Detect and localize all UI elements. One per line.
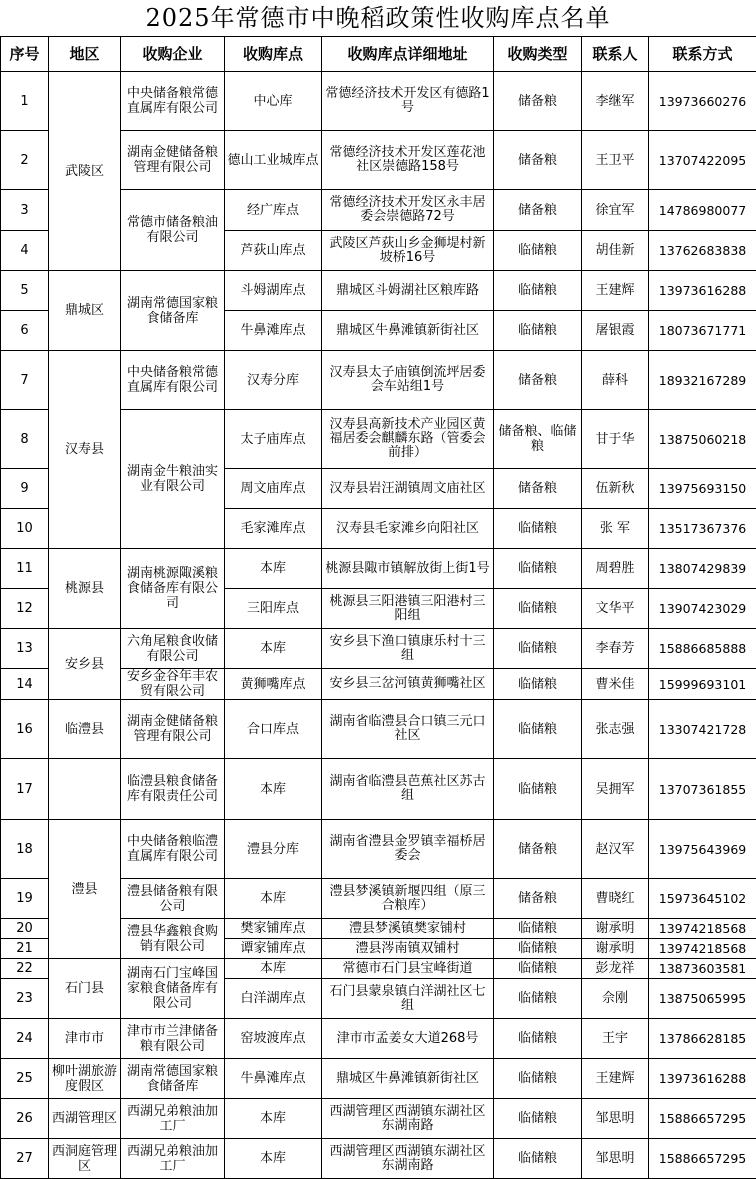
address-cell: 澧县梦溪镇新堰四组（原三合粮库）	[322, 879, 494, 919]
depot-cell: 谭家铺库点	[225, 939, 322, 959]
depot-cell: 芦荻山库点	[225, 231, 322, 271]
phone-cell: 13975693150	[649, 469, 756, 509]
depot-cell: 樊家铺库点	[225, 919, 322, 939]
phone-cell: 13875060218	[649, 410, 756, 469]
address-cell: 常德市石门县宝峰街道	[322, 959, 494, 979]
address-cell: 汉寿县毛家滩乡向阳社区	[322, 509, 494, 549]
contact-cell: 邹思明	[582, 1139, 649, 1179]
address-cell: 西湖管理区西湖镇东湖社区东湖南路	[322, 1139, 494, 1179]
depot-cell: 三阳库点	[225, 589, 322, 629]
depot-cell: 毛家滩库点	[225, 509, 322, 549]
header-region: 地区	[49, 37, 121, 72]
table-row	[1, 959, 756, 979]
region-cell: 西洞庭管理区	[49, 1139, 121, 1179]
company-cell: 湖南桃源陬溪粮食储备库有限公司	[121, 549, 225, 629]
row-number: 12	[1, 589, 49, 629]
contact-cell: 屠银霞	[582, 311, 649, 351]
contact-cell: 谢承明	[582, 939, 649, 959]
address-cell: 西湖管理区西湖镇东湖社区东湖南路	[322, 1099, 494, 1139]
depot-cell: 黄狮嘴库点	[225, 669, 322, 700]
address-cell: 澧县涔南镇双铺村	[322, 939, 494, 959]
contact-cell: 徐宜军	[582, 190, 649, 231]
contact-cell: 王卫平	[582, 131, 649, 190]
address-cell: 汉寿县岩汪湖镇周文庙社区	[322, 469, 494, 509]
header-address: 收购库点详细地址	[322, 37, 494, 72]
row-number: 19	[1, 879, 49, 919]
contact-cell: 周碧胜	[582, 549, 649, 589]
contact-cell: 王建辉	[582, 1059, 649, 1099]
phone-cell: 13786628185	[649, 1019, 756, 1059]
contact-cell: 谢承明	[582, 919, 649, 939]
depot-cell: 中心库	[225, 72, 322, 131]
depot-cell: 牛鼻滩库点	[225, 311, 322, 351]
row-number: 3	[1, 190, 49, 231]
company-cell: 湖南金健储备粮管理有限公司	[121, 131, 225, 190]
region-cell: 汉寿县	[49, 351, 121, 549]
table-row	[1, 820, 756, 879]
contact-cell: 王建辉	[582, 271, 649, 311]
contact-cell: 张志强	[582, 700, 649, 759]
company-cell: 湖南金健储备粮管理有限公司	[121, 700, 225, 759]
depot-cell: 太子庙库点	[225, 410, 322, 469]
contact-cell: 邹思明	[582, 1099, 649, 1139]
row-number: 9	[1, 469, 49, 509]
contact-cell: 吴拥军	[582, 759, 649, 820]
depot-cell: 本库	[225, 959, 322, 979]
address-cell: 常德经济技术开发区永丰居委会崇德路72号	[322, 190, 494, 231]
company-cell: 常德市储备粮油有限公司	[121, 190, 225, 271]
address-cell: 安乡县下渔口镇康乐村十三组	[322, 629, 494, 669]
header-depot: 收购库点	[225, 37, 322, 72]
address-cell: 桃源县陬市镇解放街上街1号	[322, 549, 494, 589]
row-number: 7	[1, 351, 49, 410]
company-cell: 六角尾粮食收储有限公司	[121, 629, 225, 669]
address-cell: 桃源县三阳港镇三阳港村三阳组	[322, 589, 494, 629]
type-cell: 临储粮	[494, 549, 582, 589]
table-row	[1, 1059, 756, 1099]
depot-cell: 汉寿分库	[225, 351, 322, 410]
region-cell: 桃源县	[49, 549, 121, 629]
table-row	[1, 629, 756, 669]
table-row	[1, 549, 756, 589]
row-number: 20	[1, 919, 49, 939]
phone-cell: 13873603581	[649, 959, 756, 979]
header-no: 序号	[1, 37, 49, 72]
contact-cell: 李春芳	[582, 629, 649, 669]
address-cell: 汉寿县太子庙镇倒流坪居委会车站组1号	[322, 351, 494, 410]
address-cell: 常德经济技术开发区有德路1号	[322, 72, 494, 131]
company-cell: 中央储备粮常德直属库有限公司	[121, 72, 225, 131]
phone-cell: 13973660276	[649, 72, 756, 131]
company-cell: 安乡金谷年丰农贸有限公司	[121, 669, 225, 700]
type-cell: 临储粮	[494, 1099, 582, 1139]
depot-cell: 窑坡渡库点	[225, 1019, 322, 1059]
row-number: 24	[1, 1019, 49, 1059]
company-cell: 临澧县粮食储备库有限责任公司	[121, 759, 225, 820]
phone-cell: 13974218568	[649, 939, 756, 959]
phone-cell: 18073671771	[649, 311, 756, 351]
type-cell: 临储粮	[494, 1139, 582, 1179]
contact-cell: 李继军	[582, 72, 649, 131]
address-cell: 澧县梦溪镇樊家铺村	[322, 919, 494, 939]
type-cell: 临储粮	[494, 231, 582, 271]
type-cell: 临储粮	[494, 979, 582, 1019]
region-cell: 澧县	[49, 820, 121, 959]
row-number: 10	[1, 509, 49, 549]
address-cell: 鼎城区牛鼻滩镇新街社区	[322, 1059, 494, 1099]
phone-cell: 13707422095	[649, 131, 756, 190]
row-number: 17	[1, 759, 49, 820]
contact-cell: 胡佳新	[582, 231, 649, 271]
phone-cell: 18932167289	[649, 351, 756, 410]
phone-cell: 15886657295	[649, 1139, 756, 1179]
phone-cell: 13517367376	[649, 509, 756, 549]
depot-cell: 澧县分库	[225, 820, 322, 879]
company-cell: 湖南常德国家粮食储备库	[121, 1059, 225, 1099]
row-number: 14	[1, 669, 49, 700]
type-cell: 临储粮	[494, 271, 582, 311]
type-cell: 储备粮	[494, 469, 582, 509]
depot-cell: 本库	[225, 1139, 322, 1179]
header-row	[1, 37, 756, 72]
row-number: 18	[1, 820, 49, 879]
row-number: 8	[1, 410, 49, 469]
table-row	[1, 700, 756, 759]
phone-cell: 13974218568	[649, 919, 756, 939]
address-cell: 鼎城区牛鼻滩镇新街社区	[322, 311, 494, 351]
row-number: 21	[1, 939, 49, 959]
address-cell: 常德经济技术开发区莲花池社区崇德路158号	[322, 131, 494, 190]
type-cell: 临储粮	[494, 919, 582, 939]
phone-cell: 15886685888	[649, 629, 756, 669]
table-row	[1, 72, 756, 131]
region-cell: 临澧县	[49, 700, 121, 759]
type-cell: 临储粮	[494, 629, 582, 669]
company-cell: 西湖兄弟粮油加工厂	[121, 1139, 225, 1179]
phone-cell: 14786980077	[649, 190, 756, 231]
contact-cell: 曹米佳	[582, 669, 649, 700]
address-cell: 鼎城区斗姆湖社区粮库路	[322, 271, 494, 311]
contact-cell: 赵汉军	[582, 820, 649, 879]
depot-cell: 周文庙库点	[225, 469, 322, 509]
table-row	[1, 1099, 756, 1139]
depot-table	[0, 36, 756, 1179]
type-cell: 储备粮	[494, 72, 582, 131]
phone-cell: 15999693101	[649, 669, 756, 700]
phone-cell: 13975643969	[649, 820, 756, 879]
header-contact: 联系人	[582, 37, 649, 72]
row-number: 4	[1, 231, 49, 271]
depot-cell: 本库	[225, 549, 322, 589]
row-number: 22	[1, 959, 49, 979]
type-cell: 储备粮	[494, 190, 582, 231]
phone-cell: 13907423029	[649, 589, 756, 629]
address-cell: 湖南省临澧县芭蕉社区苏古组	[322, 759, 494, 820]
row-number: 6	[1, 311, 49, 351]
type-cell: 临储粮	[494, 759, 582, 820]
region-cell: 西湖管理区	[49, 1099, 121, 1139]
row-number: 13	[1, 629, 49, 669]
phone-cell: 13973616288	[649, 1059, 756, 1099]
type-cell: 临储粮	[494, 939, 582, 959]
type-cell: 储备粮、临储粮	[494, 410, 582, 469]
company-cell: 中央储备粮常德直属库有限公司	[121, 351, 225, 410]
company-cell: 中央储备粮临澧直属库有限公司	[121, 820, 225, 879]
company-cell: 湖南常德国家粮食储备库	[121, 271, 225, 351]
company-cell: 澧县华鑫粮食购销有限公司	[121, 919, 225, 959]
contact-cell: 伍新秋	[582, 469, 649, 509]
depot-cell: 本库	[225, 1099, 322, 1139]
type-cell: 储备粮	[494, 879, 582, 919]
row-number: 1	[1, 72, 49, 131]
address-cell: 湖南省澧县金罗镇幸福桥居委会	[322, 820, 494, 879]
table-row	[1, 271, 756, 311]
type-cell: 储备粮	[494, 351, 582, 410]
region-cell: 柳叶湖旅游度假区	[49, 1059, 121, 1099]
contact-cell: 张 军	[582, 509, 649, 549]
contact-cell: 佘刚	[582, 979, 649, 1019]
depot-cell: 本库	[225, 759, 322, 820]
depot-cell: 本库	[225, 629, 322, 669]
contact-cell: 王宇	[582, 1019, 649, 1059]
phone-cell: 13973616288	[649, 271, 756, 311]
region-cell: 石门县	[49, 959, 121, 1019]
type-cell: 临储粮	[494, 700, 582, 759]
row-number: 16	[1, 700, 49, 759]
contact-cell: 曹晓红	[582, 879, 649, 919]
phone-cell: 15886657295	[649, 1099, 756, 1139]
row-number: 11	[1, 549, 49, 589]
table-row	[1, 1139, 756, 1179]
header-phone: 联系方式	[649, 37, 756, 72]
phone-cell: 13875065995	[649, 979, 756, 1019]
type-cell: 临储粮	[494, 1019, 582, 1059]
address-cell: 武陵区芦荻山乡金狮堤村新坡桥16号	[322, 231, 494, 271]
row-number: 5	[1, 271, 49, 311]
phone-cell: 13762683838	[649, 231, 756, 271]
type-cell: 临储粮	[494, 589, 582, 629]
type-cell: 临储粮	[494, 959, 582, 979]
phone-cell: 15973645102	[649, 879, 756, 919]
company-cell: 津市市兰津储备粮有限公司	[121, 1019, 225, 1059]
header-type: 收购类型	[494, 37, 582, 72]
address-cell: 汉寿县高新技术产业园区黄福居委会麒麟东路（管委会前排）	[322, 410, 494, 469]
company-cell: 西湖兄弟粮油加工厂	[121, 1099, 225, 1139]
contact-cell: 薛科	[582, 351, 649, 410]
type-cell: 临储粮	[494, 311, 582, 351]
region-cell: 鼎城区	[49, 271, 121, 351]
region-cell: 安乡县	[49, 629, 121, 700]
depot-cell: 白洋湖库点	[225, 979, 322, 1019]
contact-cell: 彭龙祥	[582, 959, 649, 979]
address-cell: 安乡县三岔河镇黄狮嘴社区	[322, 669, 494, 700]
address-cell: 石门县蒙泉镇白洋湖社区七组	[322, 979, 494, 1019]
region-cell: 武陵区	[49, 72, 121, 271]
depot-cell: 牛鼻滩库点	[225, 1059, 322, 1099]
depot-cell: 合口库点	[225, 700, 322, 759]
row-number: 2	[1, 131, 49, 190]
header-company: 收购企业	[121, 37, 225, 72]
type-cell: 储备粮	[494, 820, 582, 879]
type-cell: 临储粮	[494, 509, 582, 549]
company-cell: 澧县储备粮有限公司	[121, 879, 225, 919]
depot-cell: 本库	[225, 879, 322, 919]
depot-cell: 斗姆湖库点	[225, 271, 322, 311]
row-number: 25	[1, 1059, 49, 1099]
region-cell: 津市市	[49, 1019, 121, 1059]
address-cell: 湖南省临澧县合口镇三元口社区	[322, 700, 494, 759]
row-number: 23	[1, 979, 49, 1019]
phone-cell: 13307421728	[649, 700, 756, 759]
company-cell: 湖南石门宝峰国家粮食储备库有限公司	[121, 959, 225, 1019]
contact-cell: 文华平	[582, 589, 649, 629]
type-cell: 临储粮	[494, 669, 582, 700]
address-cell: 津市市孟姜女大道268号	[322, 1019, 494, 1059]
type-cell: 临储粮	[494, 1059, 582, 1099]
table-row	[1, 759, 756, 820]
phone-cell: 13807429839	[649, 549, 756, 589]
depot-cell: 经广库点	[225, 190, 322, 231]
type-cell: 储备粮	[494, 131, 582, 190]
page-title: 2025年常德市中晚稻政策性收购库点名单	[0, 0, 756, 36]
row-number: 26	[1, 1099, 49, 1139]
table-row	[1, 351, 756, 410]
company-cell: 湖南金牛粮油实业有限公司	[121, 410, 225, 549]
table-row	[1, 1019, 756, 1059]
region-cell-empty	[49, 759, 121, 820]
phone-cell: 13707361855	[649, 759, 756, 820]
contact-cell: 甘于华	[582, 410, 649, 469]
row-number: 27	[1, 1139, 49, 1179]
depot-cell: 德山工业城库点	[225, 131, 322, 190]
